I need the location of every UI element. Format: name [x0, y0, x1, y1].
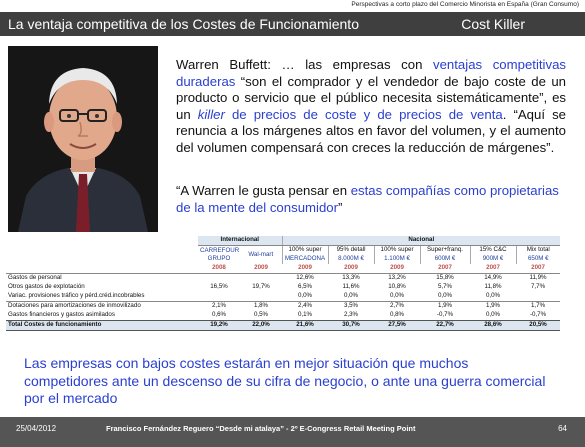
- page-number: 64: [558, 424, 567, 433]
- footer-date: 25/04/2012: [16, 424, 57, 433]
- year-cell: 2009: [374, 264, 420, 274]
- cell: 2,7%: [374, 302, 420, 312]
- cell: 0,0%: [485, 292, 501, 300]
- cell: 7,7%: [530, 283, 546, 291]
- col-carrefour: CARREFOUR GRUPO: [200, 247, 240, 262]
- cell: -0,7%: [529, 311, 547, 319]
- col-head: 600M €: [420, 255, 470, 264]
- footer-meeting: Francisco Fernández Reguero “Desde mi atalaya” - 2º E-Congress Retail Meeting Point: [106, 424, 416, 433]
- table-row: [6, 274, 560, 284]
- cell: 0,8%: [389, 311, 405, 319]
- quote-highlight: de precios de coste y de precios de venta: [224, 106, 503, 122]
- row-label: Gastos financieros y gastos asimilados: [8, 311, 115, 319]
- row-label: Gastos de personal: [8, 274, 62, 282]
- col-head: 15% C&C: [470, 246, 516, 256]
- cell: [516, 292, 560, 302]
- row-label: Otros gastos de explotación: [8, 283, 85, 291]
- costs-table: [6, 236, 560, 331]
- col-head: 95% detall: [328, 246, 374, 256]
- cell: 1,9%: [470, 302, 516, 312]
- col-head: 100% super: [374, 246, 420, 256]
- conclusion-text: Las empresas con bajos costes estarán en mejor situación que muchos competidores ante un descenso de su cifra de negocio, o ante una guerra comercial por el mercado: [24, 355, 546, 406]
- col-head: 1.100M €: [374, 255, 420, 264]
- buffett-quote: [176, 57, 566, 156]
- group-header-row: [6, 236, 560, 246]
- year-cell: 2007: [470, 264, 516, 274]
- total-cell: 27,5%: [374, 321, 420, 331]
- cell: [240, 292, 282, 302]
- col-head: 8.000M €: [328, 255, 374, 264]
- cell: 13,2%: [388, 274, 406, 282]
- cell: 11,6%: [342, 283, 360, 291]
- year-cell: 2007: [516, 264, 560, 274]
- total-cell: 22,7%: [420, 321, 470, 331]
- cell: -0,7%: [436, 311, 454, 319]
- header-row-1: [6, 246, 560, 256]
- cell: 10,8%: [388, 283, 406, 291]
- year-cell: 2007: [420, 264, 470, 274]
- cell: 3,5%: [328, 302, 374, 312]
- quote-highlight: ventajas competitivas duraderas: [176, 57, 566, 89]
- quote-text: “A Warren le gusta pensar en: [176, 183, 351, 198]
- col-head: 650M €: [516, 255, 560, 264]
- cell: [198, 292, 240, 302]
- cell: 0,0%: [389, 292, 405, 300]
- portrait-photo: [8, 46, 158, 232]
- portrait-illustration: [8, 46, 158, 232]
- header-row-2: [6, 255, 560, 264]
- table-row: [6, 311, 560, 321]
- quote-text: “son el comprador y el vendedor de bajo coste de un producto o servicio que el público necesita sistemáticamente”, es un: [176, 73, 566, 122]
- cell: 0,0%: [485, 311, 501, 319]
- year-cell: 2009: [282, 264, 328, 274]
- cell: [198, 274, 240, 284]
- table-row: [6, 283, 560, 292]
- table-row: [6, 292, 560, 302]
- cell: 11,9%: [529, 274, 547, 282]
- cell: 0,1%: [297, 311, 313, 319]
- cell: [240, 274, 282, 284]
- total-label: Total Costes de funcionamiento: [6, 321, 198, 331]
- cell: 16,5%: [210, 283, 228, 291]
- cell: 0,0%: [343, 292, 359, 300]
- group-internacional: Internacional: [198, 236, 282, 246]
- total-cell: 19,2%: [198, 321, 240, 331]
- cell: 14,9%: [484, 274, 502, 282]
- col-head: Super+franq.: [420, 246, 470, 256]
- cell: 6,5%: [297, 283, 313, 291]
- cell: 0,5%: [253, 311, 269, 319]
- total-row: [6, 321, 560, 331]
- quote-text: ”: [338, 199, 343, 215]
- total-cell: 30,7%: [328, 321, 374, 331]
- quote-highlight-italic: killer: [197, 106, 225, 122]
- col-head: MERCADONA: [282, 255, 328, 264]
- cell: 12,6%: [296, 274, 314, 282]
- cell: 2,4%: [282, 302, 328, 312]
- cell: 5,7%: [437, 283, 453, 291]
- col-walmart: Wal-mart: [248, 250, 274, 258]
- total-cell: 21,6%: [282, 321, 328, 331]
- row-label: Variac. provisiones tráfico y pérd.créd.incobrables: [8, 292, 145, 300]
- col-head: Mix total: [516, 246, 560, 256]
- cell: 1,8%: [240, 302, 282, 312]
- quote-text: Warren Buffett: … las empresas con: [176, 57, 433, 72]
- table-row: [6, 302, 560, 312]
- cell: 0,6%: [211, 311, 227, 319]
- cell: 1,7%: [516, 302, 560, 312]
- cell: 0,0%: [297, 292, 313, 300]
- slide-title: La ventaja competitiva de los Costes de Funcionamiento: [8, 16, 359, 32]
- cell: 2,3%: [343, 311, 359, 319]
- cell: 1,9%: [420, 302, 470, 312]
- cell: 11,8%: [484, 283, 502, 291]
- quote-highlight: estas compañías como propietarias de la mente del consumidor: [176, 183, 559, 215]
- footer-bar: [0, 417, 585, 447]
- cell: 2,1%: [198, 302, 240, 312]
- group-nacional: Nacional: [282, 236, 560, 246]
- quote-text: . “Aquí se renuncia a los márgenes altos en favor del volumen, y el aumento del volumen compensará con creces la reducción de márgenes”.: [176, 106, 566, 155]
- cell: 13,3%: [342, 274, 360, 282]
- cell: 0,0%: [437, 292, 453, 300]
- year-cell: 2008: [198, 264, 240, 274]
- col-head: 100% super: [282, 246, 328, 256]
- top-note: Perspectivas a corto plazo del Comercio Minorista en España (Gran Consumo): [351, 1, 579, 8]
- cell: 15,8%: [436, 274, 454, 282]
- year-cell: 2009: [240, 264, 282, 274]
- cell: 19,7%: [252, 283, 270, 291]
- year-cell: 2009: [328, 264, 374, 274]
- total-cell: 22,0%: [240, 321, 282, 331]
- buffett-quote-2: [176, 183, 566, 216]
- col-head: 900M €: [470, 255, 516, 264]
- row-label: Dotaciones para amortizaciones de inmovilizado: [6, 302, 198, 312]
- total-cell: 28,6%: [470, 321, 516, 331]
- year-row: [6, 264, 560, 274]
- total-cell: 20,5%: [516, 321, 560, 331]
- title-bar: [0, 12, 585, 36]
- slide-tag: Cost Killer: [461, 16, 525, 32]
